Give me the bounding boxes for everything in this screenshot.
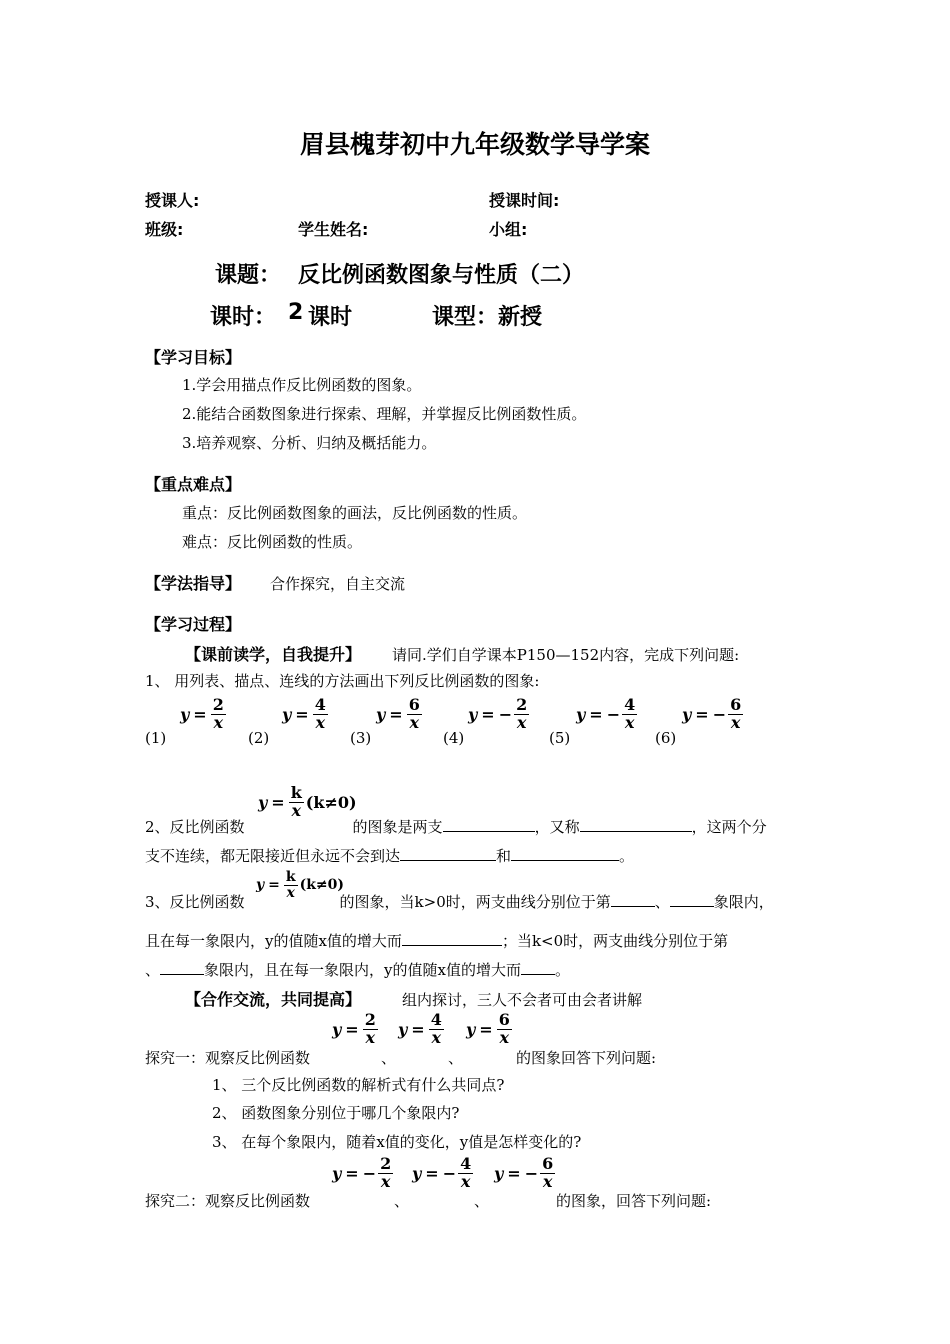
question-3-line-2: 且在每一象限内，y的值随x值的增大而 ；当k<0时，两支曲线分别位于第 <box>145 932 729 950</box>
explore-1-sep: 、 <box>448 1049 464 1067</box>
coop-heading: 【合作交流，共同提高】 <box>185 990 362 1009</box>
explore-2-sep: 、 <box>394 1192 410 1210</box>
class-label: 班级: <box>145 220 184 239</box>
formula-label: (4) <box>443 729 465 747</box>
teacher-label: 授课人: <box>145 191 200 210</box>
hours-num: 2 <box>288 300 304 325</box>
formula-y-neg4-over-x: y = − $\frac{4}{x}$ <box>412 1154 472 1191</box>
explore-1-sep: 、 <box>381 1049 397 1067</box>
explore-1-item: 2、 函数图象分别位于哪几个象限内? <box>212 1104 460 1122</box>
question-3-line-1: 3、反比例函数 的图象，当k>0时，两支曲线分别位于第 、 象限内， <box>145 893 774 911</box>
hours-label: 课时： <box>210 305 277 330</box>
formula-y-neg2-over-x: y = − $\frac{2}{x}$ <box>332 1154 392 1191</box>
page-title: 眉县槐芽初中九年级数学导学案 <box>299 130 650 159</box>
formula-label: (2) <box>248 729 270 747</box>
formula-y-neg6-over-x: y = − $\frac{6}{x}$ <box>682 695 742 732</box>
lesson-type: 课型：新授 <box>432 305 543 330</box>
pre-text: 请同.学们自学课本P150—152内容，完成下列问题: <box>392 646 740 664</box>
explore-1-item: 1、 三个反比例函数的解析式有什么共同点? <box>212 1076 505 1094</box>
formula-y-neg6-over-x: y = − $\frac{6}{x}$ <box>494 1154 554 1191</box>
formula-y-k-over-x: y = $\frac{k}{x}$ (k≠0) <box>256 869 344 901</box>
question-2-line-2: 支不连续，都无限接近但永远不会到达 和 。 <box>145 847 635 865</box>
question-1: 1、 用列表、描点、连线的方法画出下列反比例函数的图象: <box>145 672 540 690</box>
method-heading: 【学法指导】 <box>145 574 242 593</box>
pre-heading: 【课前读学，自我提升】 <box>185 645 362 664</box>
goals-heading: 【学习目标】 <box>145 348 242 367</box>
explore-2-sep: 、 <box>474 1192 490 1210</box>
formula-label: (3) <box>350 729 372 747</box>
explore-2-tail: 的图象，回答下列问题: <box>556 1192 712 1210</box>
method-text: 合作探究，自主交流 <box>270 575 406 593</box>
formula-y-2-over-x: y = $\frac{2}{x}$ <box>332 1010 376 1047</box>
question-3-line-3: 、 象限内，且在每一象限内，y的值随x值的增大而 。 <box>145 961 570 979</box>
group-label: 小组: <box>489 220 528 239</box>
goal-item: 1.学会用描点作反比例函数的图象。 <box>182 376 422 394</box>
coop-text: 组内探讨，三人不会者可由会者讲解 <box>402 991 643 1009</box>
topic-name: 反比例函数图象与性质（二） <box>298 263 585 288</box>
formula-y-neg2-over-x: y = − $\frac{2}{x}$ <box>468 695 528 732</box>
explore-2: 探究二：观察反比例函数 <box>145 1192 311 1210</box>
process-heading: 【学习过程】 <box>145 615 242 634</box>
formula-label: (5) <box>549 729 571 747</box>
formula-y-6-over-x: y = $\frac{6}{x}$ <box>466 1010 510 1047</box>
formula-y-2-over-x: y = $\frac{2}{x}$ <box>180 695 224 732</box>
key-difficulty: 难点：反比例函数的性质。 <box>182 533 363 551</box>
formula-label: (6) <box>655 729 677 747</box>
formula-y-4-over-x: y = $\frac{4}{x}$ <box>282 695 326 732</box>
topic-label: 课题： <box>215 263 282 288</box>
key-heading: 【重点难点】 <box>145 475 242 494</box>
hours-unit: 课时 <box>308 305 353 330</box>
key-focus: 重点：反比例函数图象的画法，反比例函数的性质。 <box>182 504 528 522</box>
goal-item: 2.能结合函数图象进行探索、理解，并掌握反比例函数性质。 <box>182 405 587 423</box>
question-2-line-1: 2、反比例函数 的图象是两支 ，又称 ，这两个分 <box>145 818 767 836</box>
explore-1-item: 3、 在每个象限内，随着x值的变化，y值是怎样变化的? <box>212 1133 582 1151</box>
explore-1: 探究一：观察反比例函数 <box>145 1049 311 1067</box>
formula-label: (1) <box>145 729 167 747</box>
formula-y-6-over-x: y = $\frac{6}{x}$ <box>376 695 420 732</box>
time-label: 授课时间: <box>489 191 560 210</box>
formula-y-k-over-x: y = $\frac{k}{x}$ (k≠0) <box>258 783 357 820</box>
formula-y-neg4-over-x: y = − $\frac{4}{x}$ <box>576 695 636 732</box>
student-label: 学生姓名: <box>298 220 369 239</box>
explore-1-tail: 的图象回答下列问题: <box>516 1049 657 1067</box>
formula-y-4-over-x: y = $\frac{4}{x}$ <box>398 1010 442 1047</box>
goal-item: 3.培养观察、分析、归纳及概括能力。 <box>182 434 437 452</box>
